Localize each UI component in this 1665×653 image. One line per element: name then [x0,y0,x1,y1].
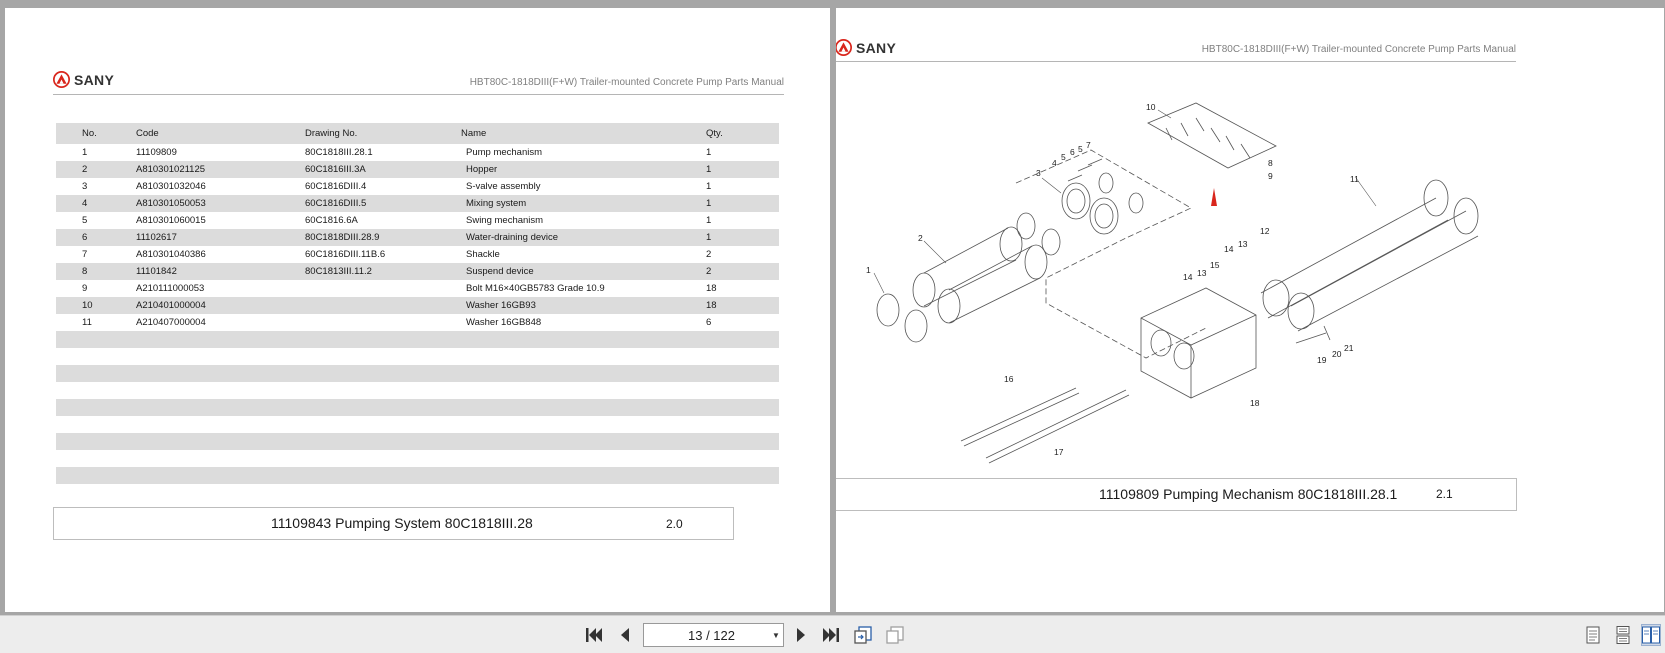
cell-no: 4 [56,195,136,212]
red-arrow-marker [1211,188,1217,206]
cell-name [461,484,706,501]
cell-no [56,331,136,348]
right-footer-section: 2.1 [1436,487,1453,501]
cylinder-a-body [924,228,1016,306]
col-no: No. [56,123,136,144]
cell-name [461,331,706,348]
cell-drawing: 60C1816DIII.4 [305,181,367,192]
page-indicator: 13 / 122 [688,627,735,643]
cell-code [136,433,305,450]
rod-16 [961,388,1079,446]
s-valve-wheel-a [1062,183,1090,219]
cell-drawing [305,382,461,399]
previous-page-button[interactable] [614,624,636,646]
left-footer-section: 2.0 [666,517,683,531]
fit-page-button[interactable] [852,624,874,646]
header-divider-right [836,61,1516,62]
cell-code [136,365,305,382]
table-row [56,178,779,195]
cell-name [461,348,706,365]
sany-logo-right [836,39,896,56]
cover-plate [1148,103,1276,168]
first-page-button[interactable] [583,624,605,646]
callout-4: 4 [1052,158,1057,168]
cell-drawing [305,331,461,348]
cell-qty: 18 [706,283,717,294]
cell-drawing [305,399,461,416]
continuous-view-icon [1616,626,1630,644]
callout-13b: 13 [1197,268,1207,278]
o-ring-a [877,294,899,326]
table-row-empty [56,365,779,382]
callout-18: 18 [1250,398,1260,408]
s-valve-wheel-a-inner [1067,189,1085,213]
left-page [5,8,830,612]
col-name: Name [461,123,706,144]
cell-no: 6 [56,229,136,246]
callout-20: 20 [1332,349,1342,359]
cell-drawing [305,348,461,365]
cell-qty [706,399,779,416]
callout-2: 2 [918,233,923,243]
col-qty: Qty. [706,123,779,144]
table-row-empty [56,484,779,501]
leader-lines [874,110,1376,293]
cell-qty: 1 [706,229,779,246]
cell-code [136,399,305,416]
table-row [56,195,779,212]
hydraulic-flange-a [1263,280,1289,316]
cell-drawing: 80C1813III.11.2 [305,263,461,280]
cell-code [136,416,305,433]
cell-name: Hopper [461,161,706,178]
fastener-group-4-7 [1068,159,1102,181]
cell-drawing [305,416,461,433]
cell-drawing: 60C1816DIII.5 [305,195,461,212]
table-row-empty [56,467,779,484]
document-title-right: HBT80C-1818DIII(F+W) Trailer-mounted Concrete Pump Parts Manual [1201,44,1516,55]
table-row [56,161,779,178]
fit-width-icon [885,625,905,645]
cell-no: 11 [82,317,92,328]
cell-name: Washer 16GB848 [466,317,542,328]
cell-code: A210401000004 [136,297,305,314]
cell-name [461,433,706,450]
cell-qty [706,331,779,348]
cell-drawing [305,484,461,501]
table-row-empty [56,450,779,467]
table-row [56,314,779,331]
cell-code [136,331,305,348]
cell-no: 10 [56,297,136,314]
cell-name: Bolt M16×40GB5783 Grade 10.9 [466,283,605,294]
callout-14: 14 [1224,244,1234,254]
cell-name [461,467,706,484]
cell-qty: 2 [706,263,779,280]
cell-qty [706,450,779,467]
cell-name: Swing mechanism [466,215,544,226]
callout-1: 1 [866,265,871,275]
cell-name: S-valve assembly [466,181,541,192]
callout-21: 21 [1344,343,1354,353]
cell-no: 3 [82,181,88,192]
cover-plate-slots [1166,118,1250,158]
previous-page-icon [618,627,632,643]
cell-name: Mixing system [461,195,706,212]
exploded-parts-diagram [836,68,1536,468]
cell-code: A810301040386 [136,249,206,260]
parts-table [56,123,779,501]
cell-code: A810301032046 [136,181,206,192]
callout-5: 5 [1061,152,1066,162]
cell-qty: 6 [706,317,712,328]
cylinder-seal-b [1042,229,1060,255]
cell-drawing: 80C1818III.28.1 [305,147,373,158]
first-page-icon [585,627,603,643]
table-row-empty [56,348,779,365]
hydraulic-flange-b [1288,293,1314,329]
cell-name: Pump mechanism [466,147,543,158]
sany-logo-icon-right [836,39,852,56]
callout-14b: 14 [1183,272,1193,282]
water-box [1141,288,1256,398]
callout-19: 19 [1317,355,1327,365]
cell-drawing: 60C1816III.3A [305,161,461,178]
cell-qty: 1 [706,181,712,192]
cell-name [461,450,706,467]
cell-no: 8 [56,263,136,280]
table-row-empty [56,382,779,399]
right-footer-title: 11109809 Pumping Mechanism 80C1818III.28.1 [1099,486,1398,502]
cell-drawing [305,433,461,450]
cell-qty: 18 [706,297,779,314]
callout-15: 15 [1210,260,1220,270]
table-row [56,144,779,161]
cell-name [461,399,706,416]
cell-drawing: 60C1816DIII.11B.6 [305,249,386,260]
cell-drawing [305,467,461,484]
cell-no: 9 [82,283,88,294]
callout-16: 16 [1004,374,1014,384]
cell-code: A210111000053 [136,283,205,294]
cell-name: Water-draining device [461,229,706,246]
col-drawing: Drawing No. [305,123,461,144]
o-ring-b [905,310,927,342]
cell-code: A210407000004 [136,317,206,328]
cylinder-seal-a [1017,213,1035,239]
cylinder-b-body [949,246,1040,323]
cell-name: Shackle [466,249,500,260]
cell-qty: 2 [706,249,712,260]
table-row-empty [56,416,779,433]
brand-name-right: SANY [856,39,897,56]
cell-no [56,399,136,416]
callout-11: 11 [1350,174,1359,184]
cell-no [56,416,136,433]
cell-no [56,382,136,399]
cell-code: A810301021125 [136,161,305,178]
page-number-field[interactable] [643,623,784,647]
cell-code [136,348,305,365]
bottom-toolbar [0,615,1665,653]
callout-12: 12 [1260,226,1270,236]
callout-7: 7 [1086,140,1091,150]
callout-9: 9 [1268,171,1273,181]
table-row-empty [56,331,779,348]
cell-no [56,348,136,365]
cell-qty [706,416,779,433]
table-row [56,297,779,314]
cell-code [136,484,305,501]
cell-qty [706,484,779,501]
table-row [56,212,779,229]
cell-qty [706,467,779,484]
cell-no [56,484,136,501]
cylinder-a-end [913,273,935,307]
s-valve-wheel-b [1090,198,1118,234]
single-page-view-button[interactable] [1583,624,1603,646]
cell-no [56,450,136,467]
table-row [56,246,779,263]
hydraulic-cylinder-b [1291,211,1478,331]
cylinder-b-end [938,289,960,323]
cell-name: Suspend device [461,263,706,280]
document-title: HBT80C-1818DIII(F+W) Trailer-mounted Concrete Pump Parts Manual [469,77,784,88]
callout-8: 8 [1268,158,1273,168]
cell-no [56,433,136,450]
cell-name [461,365,706,382]
table-header-row [56,123,779,144]
cell-drawing: 80C1818DIII.28.9 [305,229,461,246]
header-divider [53,94,784,95]
single-page-view-icon [1586,626,1600,644]
bolt-19-21 [1296,326,1330,343]
cell-qty [706,365,779,382]
cell-code: 11109809 [136,147,177,158]
cell-drawing [305,280,461,297]
fit-width-button[interactable] [884,624,906,646]
cell-qty: 1 [706,215,712,226]
cell-no: 7 [82,249,88,260]
cell-qty: 1 [706,195,779,212]
cell-name [461,416,706,433]
cell-no [56,467,136,484]
cell-no: 5 [82,215,88,226]
dashed-outline [1016,150,1206,358]
cell-code [136,382,305,399]
callout-10: 10 [1146,102,1156,112]
table-row [56,280,779,297]
left-footer-title: 11109843 Pumping System 80C1818III.28 [271,515,533,531]
parts-table-body [56,144,779,501]
s-valve-cap [1099,173,1113,193]
next-page-icon [794,627,808,643]
brand-name: SANY [74,71,115,88]
cell-no: 2 [56,161,136,178]
table-row-empty [56,433,779,450]
sany-logo-icon [53,71,70,88]
cell-drawing [305,314,461,331]
cell-qty: 1 [706,161,779,178]
cell-qty: 1 [706,147,712,158]
s-valve-flange [1129,193,1143,213]
water-box-hole-a [1151,330,1171,356]
last-page-icon [822,627,840,643]
sany-logo [53,71,114,88]
cell-code [136,467,305,484]
cell-drawing: 60C1816.6A [305,215,358,226]
cell-qty [706,433,779,450]
cell-code: A810301060015 [136,215,206,226]
next-page-button[interactable] [790,624,812,646]
cell-drawing [305,450,461,467]
cell-no [56,365,136,382]
page-dropdown-icon[interactable]: ▼ [772,630,780,640]
two-page-view-button[interactable] [1641,624,1661,646]
table-row [56,263,779,280]
s-valve-wheel-b-inner [1095,204,1113,228]
cell-drawing [305,365,461,382]
callout-5b: 5 [1078,144,1083,154]
cell-code: 11101842 [136,263,305,280]
cell-name [461,382,706,399]
table-row-empty [56,399,779,416]
callout-17: 17 [1054,447,1064,457]
cylinder-a-flange [1000,227,1022,261]
two-page-view-icon [1642,626,1660,644]
callout-13: 13 [1238,239,1248,249]
cell-qty [706,382,779,399]
cell-code [136,450,305,467]
cell-code: A810301050053 [136,195,305,212]
last-page-button[interactable] [820,624,842,646]
fit-page-icon [853,625,873,645]
callout-3: 3 [1036,168,1041,178]
continuous-view-button[interactable] [1613,624,1633,646]
table-row [56,229,779,246]
col-code: Code [136,123,305,144]
cell-no: 1 [82,147,88,158]
cell-drawing [305,297,461,314]
cell-name: Washer 16GB93 [461,297,706,314]
cell-qty [706,348,779,365]
right-page [836,8,1664,612]
callout-6: 6 [1070,147,1075,157]
cell-code: 11102617 [136,229,305,246]
